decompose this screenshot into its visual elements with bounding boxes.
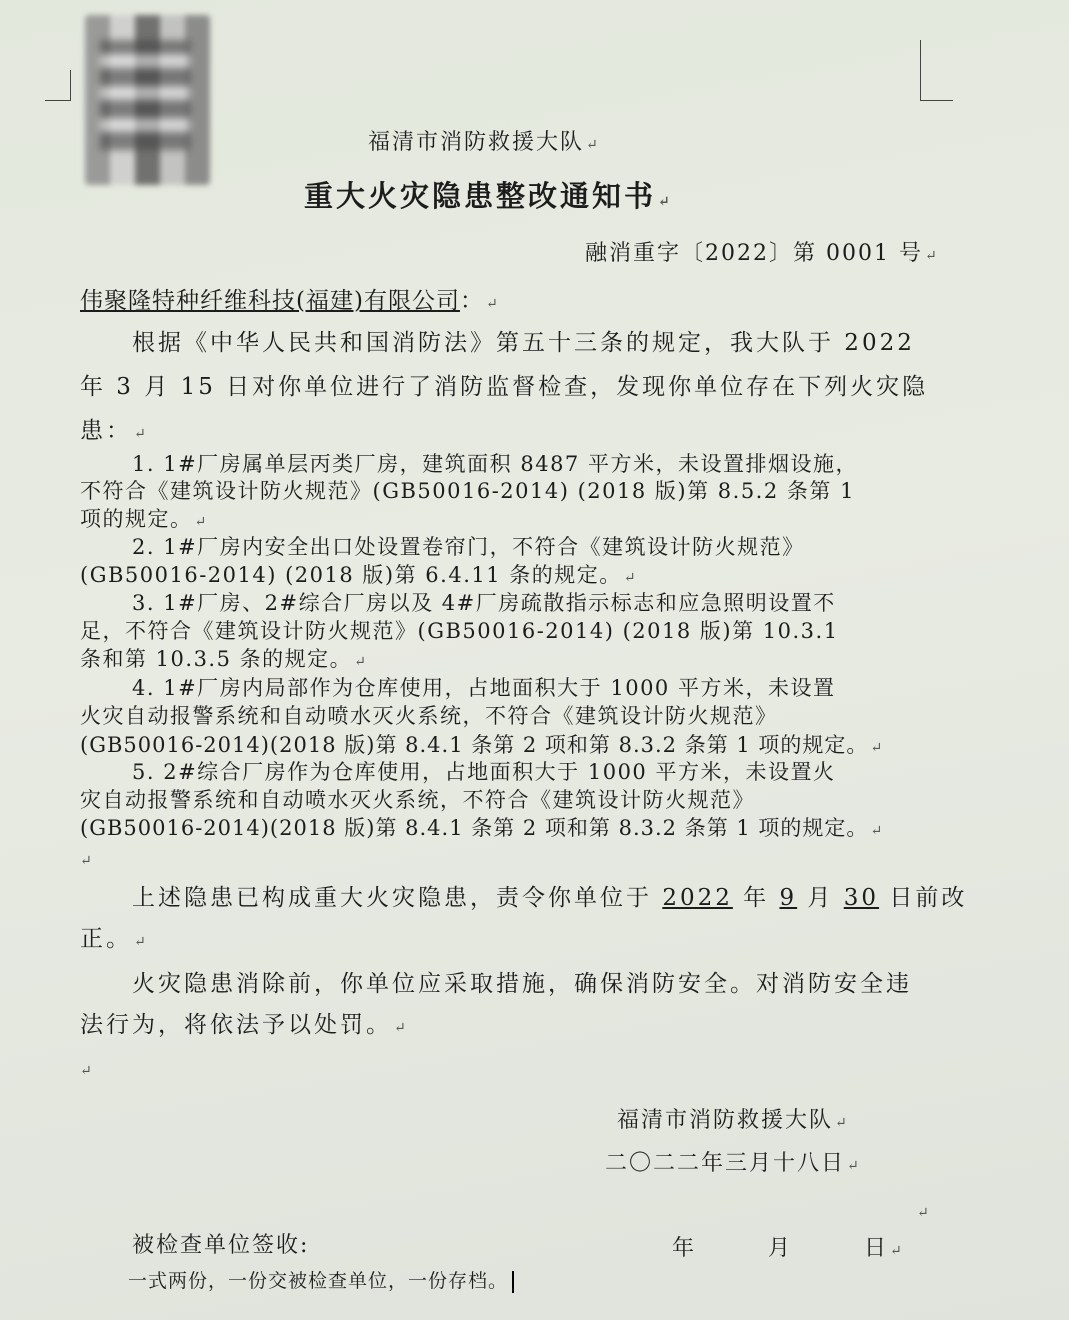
hazard-item-1: 项的规定。 ↵ — [80, 507, 208, 531]
reference-number: 融消重字〔2022〕第 0001 号 ↵ — [585, 241, 939, 266]
signature-date: 二〇二二年三月十八日 ↵ — [605, 1151, 861, 1176]
deadline-line: 正。 ↵ — [80, 926, 149, 952]
margin-corner-mark-left — [45, 70, 71, 101]
hazard-item-1: 1. 1#厂房属单层丙类厂房，建筑面积 8487 平方米，未设置排烟设施， — [132, 452, 858, 476]
hazard-item-3: 条和第 10.3.5 条的规定。 ↵ — [80, 647, 368, 671]
hazard-item-3: 足，不符合《建筑设计防火规范》(GB50016-2014) (2018 版)第 10.3.1 — [80, 619, 839, 643]
empty-paragraph: ↵ — [917, 1205, 931, 1221]
blurred-qr-code-detail — [100, 40, 190, 150]
hazard-item-4: 4. 1#厂房内局部作为仓库使用，占地面积大于 1000 平方米，未设置 — [132, 676, 836, 700]
receipt-date-blank: 年 月 日 ↵ — [672, 1236, 904, 1261]
hazard-item-5: 灾自动报警系统和自动喷水灭火系统，不符合《建筑设计防火规范》 — [80, 788, 755, 812]
receipt-label: 被检查单位签收: — [132, 1233, 310, 1258]
warning-line: 法行为，将依法予以处罚。 ↵ — [80, 1012, 409, 1038]
intro-line: 患： ↵ — [80, 418, 149, 444]
warning-line: 火灾隐患消除前，你单位应采取措施，确保消防安全。对消防安全违 — [132, 971, 912, 997]
signature-org: 福清市消防救援大队 ↵ — [617, 1108, 849, 1133]
copies-note: 一式两份，一份交被检查单位，一份存档。 — [128, 1271, 514, 1293]
hazard-item-1: 不符合《建筑设计防火规范》(GB50016-2014) (2018 版)第 8.5.2 条第 1 — [80, 479, 855, 503]
hazard-item-5: 5. 2#综合厂房作为仓库使用，占地面积大于 1000 平方米，未设置火 — [132, 760, 836, 784]
intro-line: 根据《中华人民共和国消防法》第五十三条的规定，我大队于 2022 — [132, 330, 915, 356]
issuing-org: 福清市消防救援大队 ↵ — [368, 130, 600, 155]
hazard-item-2: 2. 1#厂房内安全出口处设置卷帘门，不符合《建筑设计防火规范》 — [132, 535, 805, 559]
hazard-item-4: (GB50016-2014)(2018 版)第 8.4.1 条第 2 项和第 8.3.2 条第 1 项的规定。 ↵ — [80, 733, 884, 757]
empty-paragraph: ↵ — [80, 853, 94, 869]
hazard-item-5: (GB50016-2014)(2018 版)第 8.4.1 条第 2 项和第 8.3.2 条第 1 项的规定。 ↵ — [80, 816, 884, 840]
hazard-item-3: 3. 1#厂房、2#综合厂房以及 4#厂房疏散指示标志和应急照明设置不 — [132, 591, 836, 615]
deadline-line: 上述隐患已构成重大火灾隐患，责令你单位于 2022 年 9 月 30 日前改 — [132, 885, 968, 911]
margin-corner-mark-right — [920, 40, 953, 101]
hazard-item-2: (GB50016-2014) (2018 版)第 6.4.11 条的规定。 ↵ — [80, 563, 637, 587]
empty-paragraph: ↵ — [80, 1063, 94, 1079]
hazard-item-4: 火灾自动报警系统和自动喷水灭火系统，不符合《建筑设计防火规范》 — [80, 704, 778, 728]
addressee: 伟聚隆特种纤维科技(福建)有限公司： ↵ — [80, 288, 499, 314]
text-cursor — [512, 1271, 514, 1293]
intro-line: 年 3 月 15 日对你单位进行了消防监督检查，发现你单位存在下列火灾隐 — [80, 374, 929, 400]
document-title: 重大火灾隐患整改通知书 ↵ — [304, 179, 673, 213]
